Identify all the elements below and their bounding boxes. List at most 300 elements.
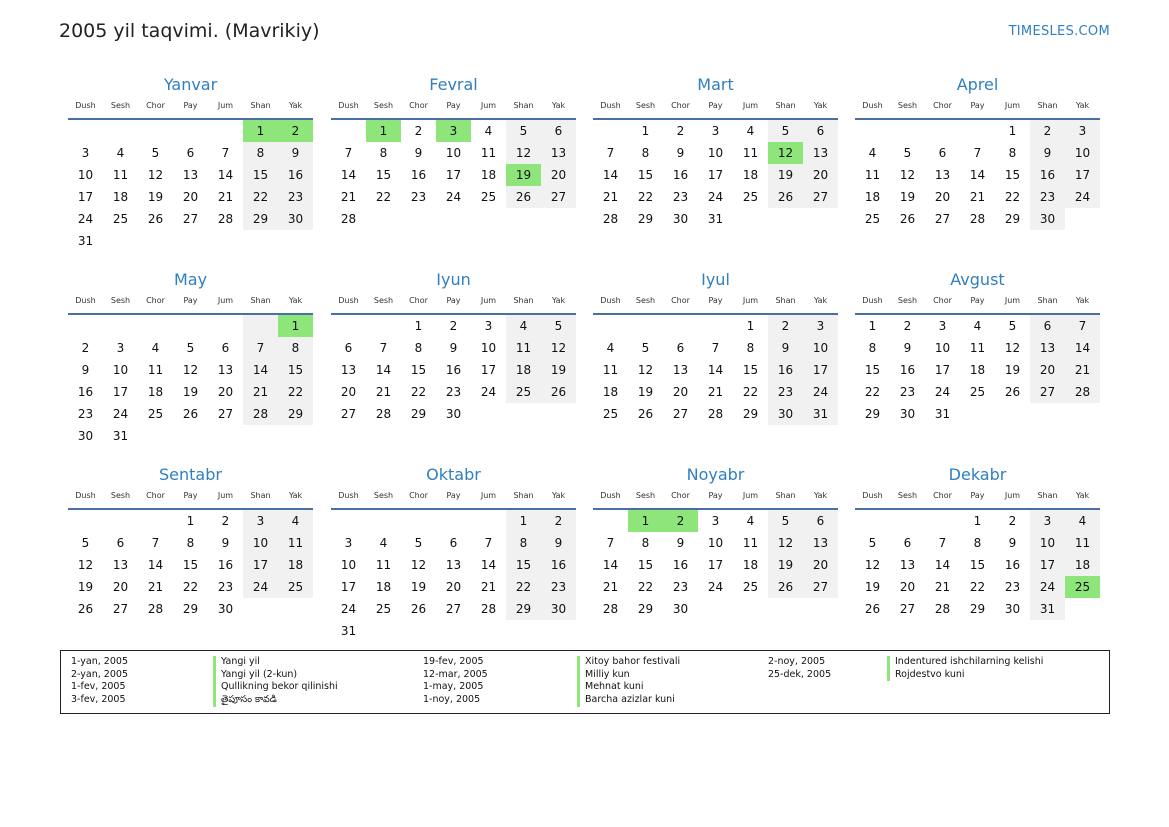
day-cell[interactable]: 25 <box>112 212 129 226</box>
day-cell[interactable]: 15 <box>969 558 986 572</box>
day-cell[interactable]: 29 <box>864 407 881 421</box>
day-cell[interactable]: 13 <box>541 142 576 164</box>
day-cell[interactable]: 20 <box>182 190 199 204</box>
day-cell[interactable]: 7 <box>243 337 278 359</box>
day-cell[interactable]: 10 <box>803 337 838 359</box>
day-cell[interactable]: 27 <box>899 602 916 616</box>
day-cell[interactable]: 1 <box>1008 124 1017 138</box>
day-cell[interactable]: 29 <box>969 602 986 616</box>
day-cell[interactable]: 13 <box>112 558 129 572</box>
day-cell[interactable]: 30 <box>1004 602 1021 616</box>
day-cell[interactable]: 1 <box>746 319 755 333</box>
day-cell[interactable]: 20 <box>217 385 234 399</box>
day-cell[interactable]: 10 <box>1065 142 1100 164</box>
day-cell[interactable]: 10 <box>445 146 462 160</box>
day-cell[interactable]: 19 <box>506 164 541 186</box>
day-cell[interactable]: 16 <box>672 558 689 572</box>
day-cell[interactable]: 8 <box>746 341 755 355</box>
day-cell[interactable]: 31 <box>77 234 94 248</box>
day-cell[interactable]: 30 <box>541 598 576 620</box>
day-cell[interactable]: 19 <box>77 580 94 594</box>
day-cell[interactable]: 19 <box>182 385 199 399</box>
day-cell[interactable]: 22 <box>1004 190 1021 204</box>
day-cell[interactable]: 12 <box>506 142 541 164</box>
day-cell[interactable]: 5 <box>541 315 576 337</box>
day-cell[interactable]: 5 <box>186 341 195 355</box>
day-cell[interactable]: 14 <box>340 168 357 182</box>
day-cell[interactable]: 18 <box>742 558 759 572</box>
day-cell[interactable]: 13 <box>340 363 357 377</box>
day-cell[interactable]: 1 <box>506 510 541 532</box>
day-cell[interactable]: 8 <box>243 142 278 164</box>
day-cell[interactable]: 9 <box>221 536 230 550</box>
day-cell[interactable]: 21 <box>934 580 951 594</box>
day-cell[interactable]: 12 <box>864 558 881 572</box>
day-cell[interactable]: 20 <box>1030 359 1065 381</box>
day-cell[interactable]: 30 <box>672 602 689 616</box>
day-cell[interactable]: 16 <box>217 558 234 572</box>
day-cell[interactable]: 18 <box>375 580 392 594</box>
day-cell[interactable]: 9 <box>1030 142 1065 164</box>
day-cell[interactable]: 23 <box>445 385 462 399</box>
day-cell[interactable]: 22 <box>278 381 313 403</box>
day-cell[interactable]: 2 <box>221 514 230 528</box>
day-cell[interactable]: 21 <box>340 190 357 204</box>
day-cell[interactable]: 19 <box>541 359 576 381</box>
day-cell[interactable]: 6 <box>116 536 125 550</box>
day-cell[interactable]: 24 <box>1030 576 1065 598</box>
day-cell[interactable]: 25 <box>506 381 541 403</box>
day-cell[interactable]: 3 <box>711 124 720 138</box>
day-cell[interactable]: 20 <box>541 164 576 186</box>
day-cell[interactable]: 15 <box>637 558 654 572</box>
day-cell[interactable]: 3 <box>803 315 838 337</box>
day-cell[interactable]: 12 <box>541 337 576 359</box>
day-cell[interactable]: 3 <box>711 514 720 528</box>
day-cell[interactable]: 10 <box>934 341 951 355</box>
day-cell[interactable]: 28 <box>1065 381 1100 403</box>
day-cell[interactable]: 18 <box>864 190 881 204</box>
day-cell[interactable]: 20 <box>803 554 838 576</box>
day-cell[interactable]: 31 <box>803 403 838 425</box>
day-cell[interactable]: 2 <box>81 341 90 355</box>
day-cell[interactable]: 7 <box>1065 315 1100 337</box>
day-cell[interactable]: 8 <box>414 341 423 355</box>
day-cell[interactable]: 30 <box>77 429 94 443</box>
day-cell[interactable]: 16 <box>410 168 427 182</box>
day-cell[interactable]: 16 <box>278 164 313 186</box>
day-cell[interactable]: 8 <box>868 341 877 355</box>
day-cell[interactable]: 15 <box>410 363 427 377</box>
day-cell[interactable]: 9 <box>278 142 313 164</box>
day-cell[interactable]: 30 <box>672 212 689 226</box>
day-cell[interactable]: 17 <box>934 363 951 377</box>
day-cell[interactable]: 5 <box>1008 319 1017 333</box>
day-cell[interactable]: 16 <box>1030 164 1065 186</box>
day-cell[interactable]: 15 <box>742 363 759 377</box>
day-cell[interactable]: 24 <box>803 381 838 403</box>
day-cell[interactable]: 17 <box>707 168 724 182</box>
day-cell[interactable]: 15 <box>506 554 541 576</box>
day-cell[interactable]: 10 <box>77 168 94 182</box>
day-cell[interactable]: 25 <box>375 602 392 616</box>
day-cell[interactable]: 23 <box>217 580 234 594</box>
day-cell[interactable]: 12 <box>768 142 803 164</box>
day-cell[interactable]: 20 <box>803 164 838 186</box>
day-cell[interactable]: 30 <box>768 403 803 425</box>
day-cell[interactable]: 16 <box>672 168 689 182</box>
day-cell[interactable]: 19 <box>147 190 164 204</box>
day-cell[interactable]: 26 <box>899 212 916 226</box>
day-cell[interactable]: 18 <box>112 190 129 204</box>
day-cell[interactable]: 8 <box>973 536 982 550</box>
day-cell[interactable]: 6 <box>1030 315 1065 337</box>
day-cell[interactable]: 6 <box>903 536 912 550</box>
day-cell[interactable]: 11 <box>1065 532 1100 554</box>
day-cell[interactable]: 29 <box>182 602 199 616</box>
day-cell[interactable]: 29 <box>410 407 427 421</box>
day-cell[interactable]: 10 <box>480 341 497 355</box>
day-cell[interactable]: 2 <box>278 120 313 142</box>
day-cell[interactable]: 6 <box>803 510 838 532</box>
day-cell[interactable]: 27 <box>934 212 951 226</box>
day-cell[interactable]: 19 <box>1004 363 1021 377</box>
day-cell[interactable]: 6 <box>803 120 838 142</box>
day-cell[interactable]: 10 <box>112 363 129 377</box>
day-cell[interactable]: 24 <box>77 212 94 226</box>
day-cell[interactable]: 21 <box>969 190 986 204</box>
day-cell[interactable]: 22 <box>243 186 278 208</box>
day-cell[interactable]: 5 <box>641 341 650 355</box>
day-cell[interactable]: 13 <box>803 532 838 554</box>
day-cell[interactable]: 23 <box>768 381 803 403</box>
day-cell[interactable]: 30 <box>445 407 462 421</box>
day-cell[interactable]: 16 <box>1004 558 1021 572</box>
day-cell[interactable]: 22 <box>637 190 654 204</box>
day-cell[interactable]: 25 <box>602 407 619 421</box>
day-cell[interactable]: 27 <box>541 186 576 208</box>
day-cell[interactable]: 3 <box>116 341 125 355</box>
day-cell[interactable]: 20 <box>672 385 689 399</box>
day-cell[interactable]: 1 <box>186 514 195 528</box>
day-cell[interactable]: 6 <box>676 341 685 355</box>
day-cell[interactable]: 1 <box>641 124 650 138</box>
day-cell[interactable]: 17 <box>340 580 357 594</box>
day-cell[interactable]: 4 <box>278 510 313 532</box>
day-cell[interactable]: 14 <box>707 363 724 377</box>
day-cell[interactable]: 27 <box>112 602 129 616</box>
day-cell[interactable]: 24 <box>480 385 497 399</box>
day-cell[interactable]: 12 <box>637 363 654 377</box>
day-cell[interactable]: 24 <box>707 580 724 594</box>
day-cell[interactable]: 2 <box>768 315 803 337</box>
day-cell[interactable]: 11 <box>278 532 313 554</box>
day-cell[interactable]: 13 <box>934 168 951 182</box>
day-cell[interactable]: 1 <box>366 120 401 142</box>
day-cell[interactable]: 6 <box>186 146 195 160</box>
day-cell[interactable]: 7 <box>973 146 982 160</box>
day-cell[interactable]: 4 <box>973 319 982 333</box>
day-cell[interactable]: 17 <box>77 190 94 204</box>
day-cell[interactable]: 14 <box>1065 337 1100 359</box>
day-cell[interactable]: 18 <box>506 359 541 381</box>
day-cell[interactable]: 6 <box>449 536 458 550</box>
day-cell[interactable]: 18 <box>742 168 759 182</box>
day-cell[interactable]: 19 <box>864 580 881 594</box>
day-cell[interactable]: 23 <box>77 407 94 421</box>
day-cell[interactable]: 5 <box>768 120 803 142</box>
day-cell[interactable]: 8 <box>186 536 195 550</box>
day-cell[interactable]: 21 <box>480 580 497 594</box>
day-cell[interactable]: 27 <box>803 186 838 208</box>
day-cell[interactable]: 18 <box>1065 554 1100 576</box>
day-cell[interactable]: 4 <box>484 124 493 138</box>
day-cell[interactable]: 20 <box>340 385 357 399</box>
day-cell[interactable]: 3 <box>81 146 90 160</box>
day-cell[interactable]: 25 <box>1065 576 1100 598</box>
day-cell[interactable]: 24 <box>340 602 357 616</box>
day-cell[interactable]: 27 <box>182 212 199 226</box>
day-cell[interactable]: 3 <box>938 319 947 333</box>
day-cell[interactable]: 1 <box>868 319 877 333</box>
day-cell[interactable]: 29 <box>243 208 278 230</box>
day-cell[interactable]: 22 <box>375 190 392 204</box>
day-cell[interactable]: 11 <box>742 146 759 160</box>
day-cell[interactable]: 25 <box>742 190 759 204</box>
day-cell[interactable]: 17 <box>112 385 129 399</box>
day-cell[interactable]: 5 <box>868 536 877 550</box>
day-cell[interactable]: 16 <box>899 363 916 377</box>
day-cell[interactable]: 27 <box>340 407 357 421</box>
day-cell[interactable]: 14 <box>602 168 619 182</box>
day-cell[interactable]: 2 <box>449 319 458 333</box>
day-cell[interactable]: 3 <box>344 536 353 550</box>
day-cell[interactable]: 14 <box>243 359 278 381</box>
day-cell[interactable]: 24 <box>707 190 724 204</box>
day-cell[interactable]: 31 <box>1030 598 1065 620</box>
day-cell[interactable]: 12 <box>77 558 94 572</box>
day-cell[interactable]: 23 <box>672 190 689 204</box>
day-cell[interactable]: 4 <box>506 315 541 337</box>
day-cell[interactable]: 26 <box>506 186 541 208</box>
day-cell[interactable]: 2 <box>663 510 698 532</box>
day-cell[interactable]: 10 <box>1030 532 1065 554</box>
day-cell[interactable]: 28 <box>147 602 164 616</box>
day-cell[interactable]: 20 <box>112 580 129 594</box>
day-cell[interactable]: 29 <box>1004 212 1021 226</box>
day-cell[interactable]: 24 <box>243 576 278 598</box>
day-cell[interactable]: 30 <box>899 407 916 421</box>
day-cell[interactable]: 26 <box>541 381 576 403</box>
day-cell[interactable]: 23 <box>899 385 916 399</box>
day-cell[interactable]: 23 <box>410 190 427 204</box>
day-cell[interactable]: 4 <box>606 341 615 355</box>
day-cell[interactable]: 10 <box>340 558 357 572</box>
day-cell[interactable]: 5 <box>903 146 912 160</box>
day-cell[interactable]: 10 <box>707 146 724 160</box>
day-cell[interactable]: 21 <box>707 385 724 399</box>
day-cell[interactable]: 18 <box>602 385 619 399</box>
day-cell[interactable]: 11 <box>480 146 497 160</box>
day-cell[interactable]: 25 <box>742 580 759 594</box>
day-cell[interactable]: 7 <box>151 536 160 550</box>
day-cell[interactable]: 17 <box>803 359 838 381</box>
day-cell[interactable]: 26 <box>410 602 427 616</box>
day-cell[interactable]: 4 <box>746 124 755 138</box>
day-cell[interactable]: 11 <box>375 558 392 572</box>
day-cell[interactable]: 13 <box>182 168 199 182</box>
day-cell[interactable]: 15 <box>637 168 654 182</box>
day-cell[interactable]: 2 <box>1008 514 1017 528</box>
day-cell[interactable]: 11 <box>112 168 129 182</box>
day-cell[interactable]: 25 <box>969 385 986 399</box>
day-cell[interactable]: 25 <box>480 190 497 204</box>
day-cell[interactable]: 23 <box>278 186 313 208</box>
day-cell[interactable]: 27 <box>803 576 838 598</box>
day-cell[interactable]: 3 <box>436 120 471 142</box>
day-cell[interactable]: 14 <box>969 168 986 182</box>
day-cell[interactable]: 22 <box>506 576 541 598</box>
day-cell[interactable]: 11 <box>506 337 541 359</box>
day-cell[interactable]: 30 <box>217 602 234 616</box>
day-cell[interactable]: 5 <box>506 120 541 142</box>
day-cell[interactable]: 7 <box>379 341 388 355</box>
day-cell[interactable]: 27 <box>1030 381 1065 403</box>
day-cell[interactable]: 15 <box>278 359 313 381</box>
day-cell[interactable]: 20 <box>934 190 951 204</box>
day-cell[interactable]: 7 <box>344 146 353 160</box>
day-cell[interactable]: 22 <box>637 580 654 594</box>
day-cell[interactable]: 21 <box>602 190 619 204</box>
day-cell[interactable]: 3 <box>484 319 493 333</box>
day-cell[interactable]: 16 <box>77 385 94 399</box>
day-cell[interactable]: 26 <box>637 407 654 421</box>
day-cell[interactable]: 28 <box>602 602 619 616</box>
day-cell[interactable]: 15 <box>1004 168 1021 182</box>
day-cell[interactable]: 17 <box>707 558 724 572</box>
day-cell[interactable]: 3 <box>1065 120 1100 142</box>
day-cell[interactable]: 4 <box>116 146 125 160</box>
day-cell[interactable]: 15 <box>243 164 278 186</box>
day-cell[interactable]: 4 <box>379 536 388 550</box>
day-cell[interactable]: 28 <box>217 212 234 226</box>
day-cell[interactable]: 16 <box>541 554 576 576</box>
day-cell[interactable]: 7 <box>221 146 230 160</box>
day-cell[interactable]: 19 <box>768 554 803 576</box>
day-cell[interactable]: 28 <box>375 407 392 421</box>
day-cell[interactable]: 21 <box>375 385 392 399</box>
day-cell[interactable]: 6 <box>541 120 576 142</box>
day-cell[interactable]: 18 <box>969 363 986 377</box>
day-cell[interactable]: 25 <box>864 212 881 226</box>
day-cell[interactable]: 24 <box>1065 186 1100 208</box>
day-cell[interactable]: 14 <box>147 558 164 572</box>
day-cell[interactable]: 4 <box>1065 510 1100 532</box>
day-cell[interactable]: 4 <box>746 514 755 528</box>
day-cell[interactable]: 5 <box>768 510 803 532</box>
day-cell[interactable]: 5 <box>151 146 160 160</box>
day-cell[interactable]: 12 <box>147 168 164 182</box>
day-cell[interactable]: 31 <box>340 624 357 638</box>
day-cell[interactable]: 25 <box>147 407 164 421</box>
day-cell[interactable]: 14 <box>480 558 497 572</box>
day-cell[interactable]: 17 <box>1065 164 1100 186</box>
day-cell[interactable]: 6 <box>221 341 230 355</box>
day-cell[interactable]: 20 <box>899 580 916 594</box>
day-cell[interactable]: 10 <box>243 532 278 554</box>
day-cell[interactable]: 12 <box>1004 341 1021 355</box>
day-cell[interactable]: 15 <box>375 168 392 182</box>
day-cell[interactable]: 2 <box>414 124 423 138</box>
day-cell[interactable]: 21 <box>1065 359 1100 381</box>
day-cell[interactable]: 29 <box>278 403 313 425</box>
day-cell[interactable]: 18 <box>278 554 313 576</box>
day-cell[interactable]: 7 <box>484 536 493 550</box>
day-cell[interactable]: 24 <box>445 190 462 204</box>
day-cell[interactable]: 21 <box>243 381 278 403</box>
day-cell[interactable]: 29 <box>637 212 654 226</box>
day-cell[interactable]: 13 <box>1030 337 1065 359</box>
day-cell[interactable]: 12 <box>899 168 916 182</box>
day-cell[interactable]: 13 <box>803 142 838 164</box>
day-cell[interactable]: 30 <box>278 208 313 230</box>
day-cell[interactable]: 22 <box>864 385 881 399</box>
day-cell[interactable]: 15 <box>864 363 881 377</box>
day-cell[interactable]: 17 <box>480 363 497 377</box>
day-cell[interactable]: 22 <box>182 580 199 594</box>
day-cell[interactable]: 23 <box>672 580 689 594</box>
day-cell[interactable]: 9 <box>676 536 685 550</box>
day-cell[interactable]: 30 <box>1030 208 1065 230</box>
day-cell[interactable]: 29 <box>637 602 654 616</box>
day-cell[interactable]: 11 <box>864 168 881 182</box>
day-cell[interactable]: 21 <box>602 580 619 594</box>
day-cell[interactable]: 26 <box>147 212 164 226</box>
day-cell[interactable]: 27 <box>445 602 462 616</box>
day-cell[interactable]: 31 <box>707 212 724 226</box>
day-cell[interactable]: 26 <box>182 407 199 421</box>
day-cell[interactable]: 15 <box>182 558 199 572</box>
day-cell[interactable]: 2 <box>541 510 576 532</box>
day-cell[interactable]: 31 <box>112 429 129 443</box>
day-cell[interactable]: 19 <box>637 385 654 399</box>
day-cell[interactable]: 3 <box>1030 510 1065 532</box>
day-cell[interactable]: 29 <box>506 598 541 620</box>
day-cell[interactable]: 16 <box>445 363 462 377</box>
day-cell[interactable]: 6 <box>938 146 947 160</box>
day-cell[interactable]: 2 <box>676 124 685 138</box>
day-cell[interactable]: 22 <box>969 580 986 594</box>
day-cell[interactable]: 8 <box>506 532 541 554</box>
day-cell[interactable]: 18 <box>147 385 164 399</box>
day-cell[interactable]: 26 <box>864 602 881 616</box>
day-cell[interactable]: 19 <box>410 580 427 594</box>
day-cell[interactable]: 17 <box>243 554 278 576</box>
day-cell[interactable]: 11 <box>742 536 759 550</box>
day-cell[interactable]: 7 <box>606 146 615 160</box>
day-cell[interactable]: 26 <box>1004 385 1021 399</box>
day-cell[interactable]: 21 <box>147 580 164 594</box>
day-cell[interactable]: 8 <box>641 536 650 550</box>
day-cell[interactable]: 6 <box>344 341 353 355</box>
day-cell[interactable]: 8 <box>1008 146 1017 160</box>
day-cell[interactable]: 9 <box>903 341 912 355</box>
day-cell[interactable]: 28 <box>602 212 619 226</box>
day-cell[interactable]: 1 <box>243 120 278 142</box>
day-cell[interactable]: 28 <box>340 212 357 226</box>
day-cell[interactable]: 12 <box>182 363 199 377</box>
day-cell[interactable]: 4 <box>868 146 877 160</box>
